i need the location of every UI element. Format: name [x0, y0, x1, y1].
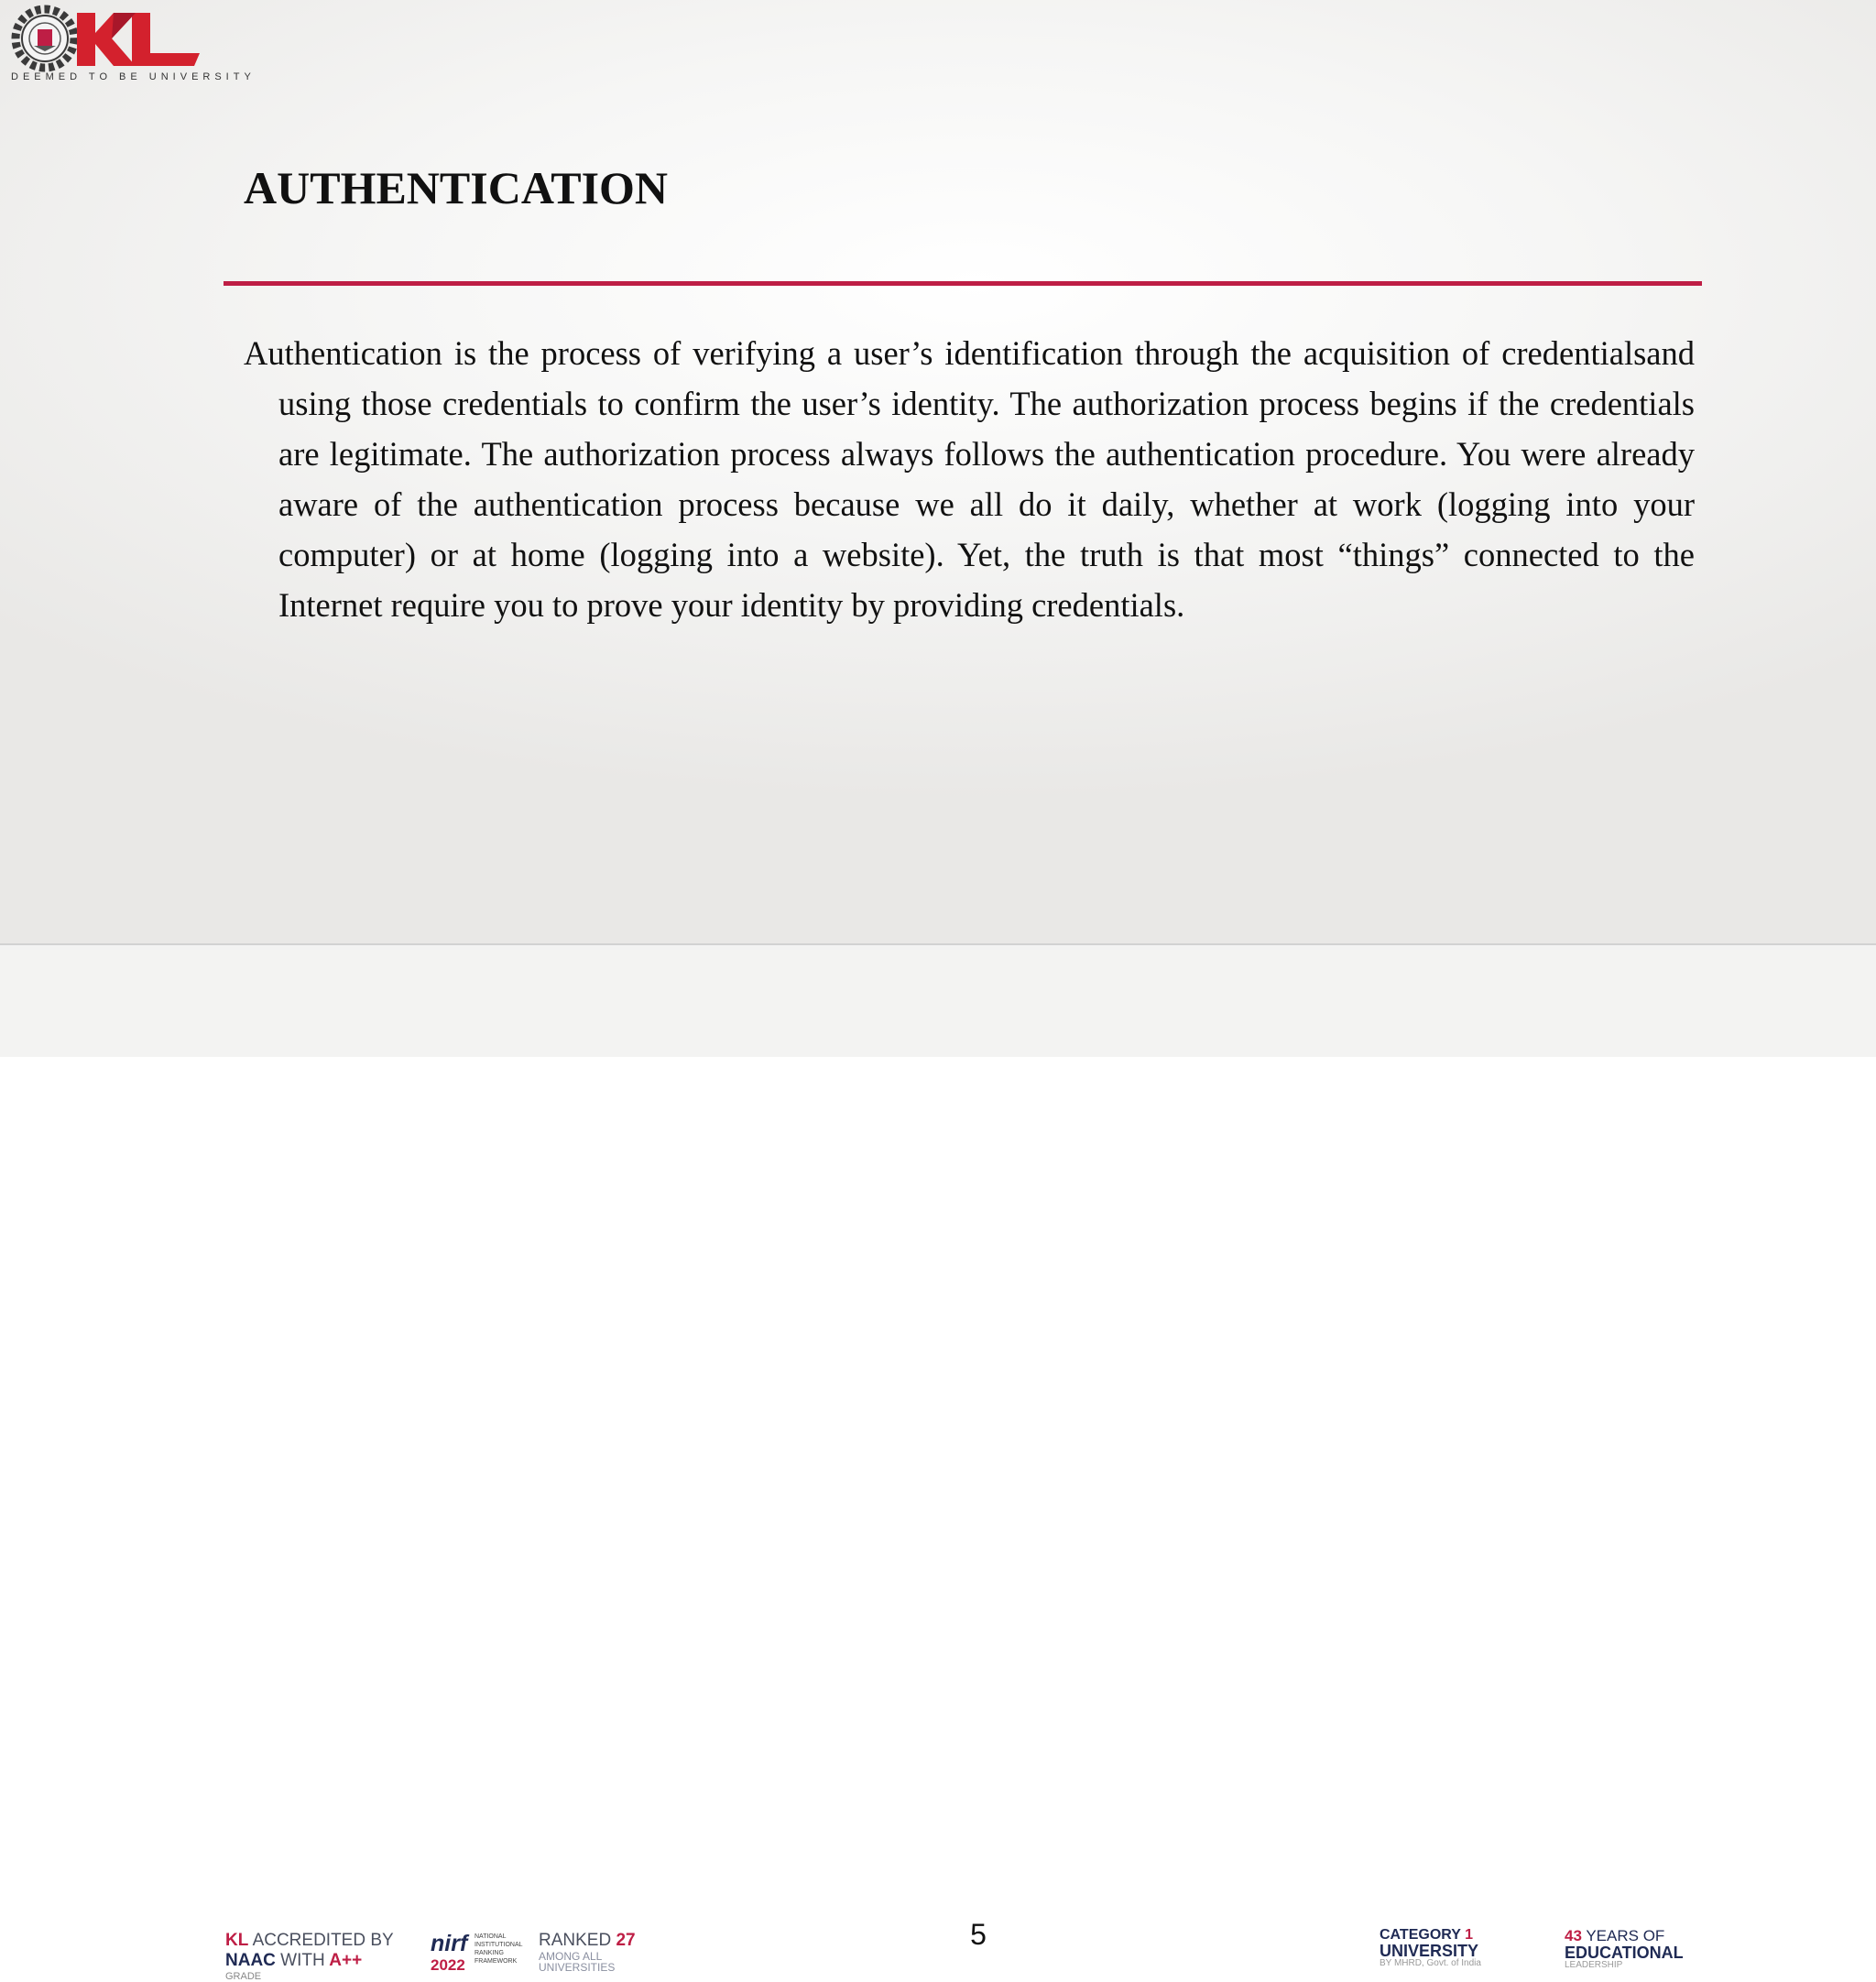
slide-canvas [0, 0, 1876, 943]
naac-accredited: ACCREDITED BY [252, 1931, 394, 1950]
category-authority: BY MHRD, Govt. of India [1380, 1958, 1481, 1968]
category-university: UNIVERSITY [1380, 1942, 1479, 1960]
ranked-sub1: AMONG ALL [539, 1950, 603, 1963]
naac-accreditation-badge [225, 1931, 394, 1982]
nirf-year: 2022 [431, 1956, 465, 1974]
naac-kl: KL [225, 1931, 249, 1950]
years-number: 43 [1565, 1927, 1582, 1944]
nirf-wordmark: nirf [431, 1931, 468, 1956]
years-label: YEARS OF [1586, 1927, 1665, 1944]
naac-grade: A++ [329, 1951, 363, 1970]
title-divider [224, 281, 1702, 286]
ranking-badge [539, 1931, 636, 1973]
naac-grade-label: GRADE [225, 1971, 262, 1982]
ranked-number: 27 [616, 1931, 636, 1950]
category-number: 1 [1465, 1927, 1473, 1943]
years-leadership: LEADERSHIP [1565, 1960, 1623, 1970]
ranked-label: RANKED [539, 1931, 612, 1950]
kl-wordmark [77, 13, 200, 66]
slide-title: AUTHENTICATION [244, 162, 669, 213]
ranked-sub2: UNIVERSITIES [539, 1961, 616, 1974]
category-badge [1380, 1927, 1481, 1968]
nirf-caption: NATIONAL INSTITUTIONAL RANKING FRAMEWORK [474, 1933, 523, 1965]
slide-body-text: Authentication is the process of verifying a user’s identification through the acquisition of credentialsand using those credentials to confirm the user’s identity. The authorization process begins if the credentials are legitimate. The authorization process always follows the authentication procedure. You were already aware of the authentication process because we all do it daily, whether at work (logging into your computer) or at home (logging into a website). Yet, the truth is that most “things” connected to the Internet require you to prove your identity by providing credentials. [244, 334, 1695, 624]
logo-caption: DEEMED TO BE UNIVERSITY [11, 71, 256, 82]
years-educational: EDUCATIONAL [1565, 1944, 1684, 1962]
category-label: CATEGORY [1380, 1927, 1461, 1943]
naac-label: NAAC [225, 1951, 276, 1970]
naac-with: WITH [280, 1951, 325, 1970]
slide-footer [0, 943, 1876, 1982]
page-number: 5 [970, 1918, 987, 1951]
years-badge [1565, 1927, 1684, 1970]
gear-emblem-icon [16, 9, 74, 68]
